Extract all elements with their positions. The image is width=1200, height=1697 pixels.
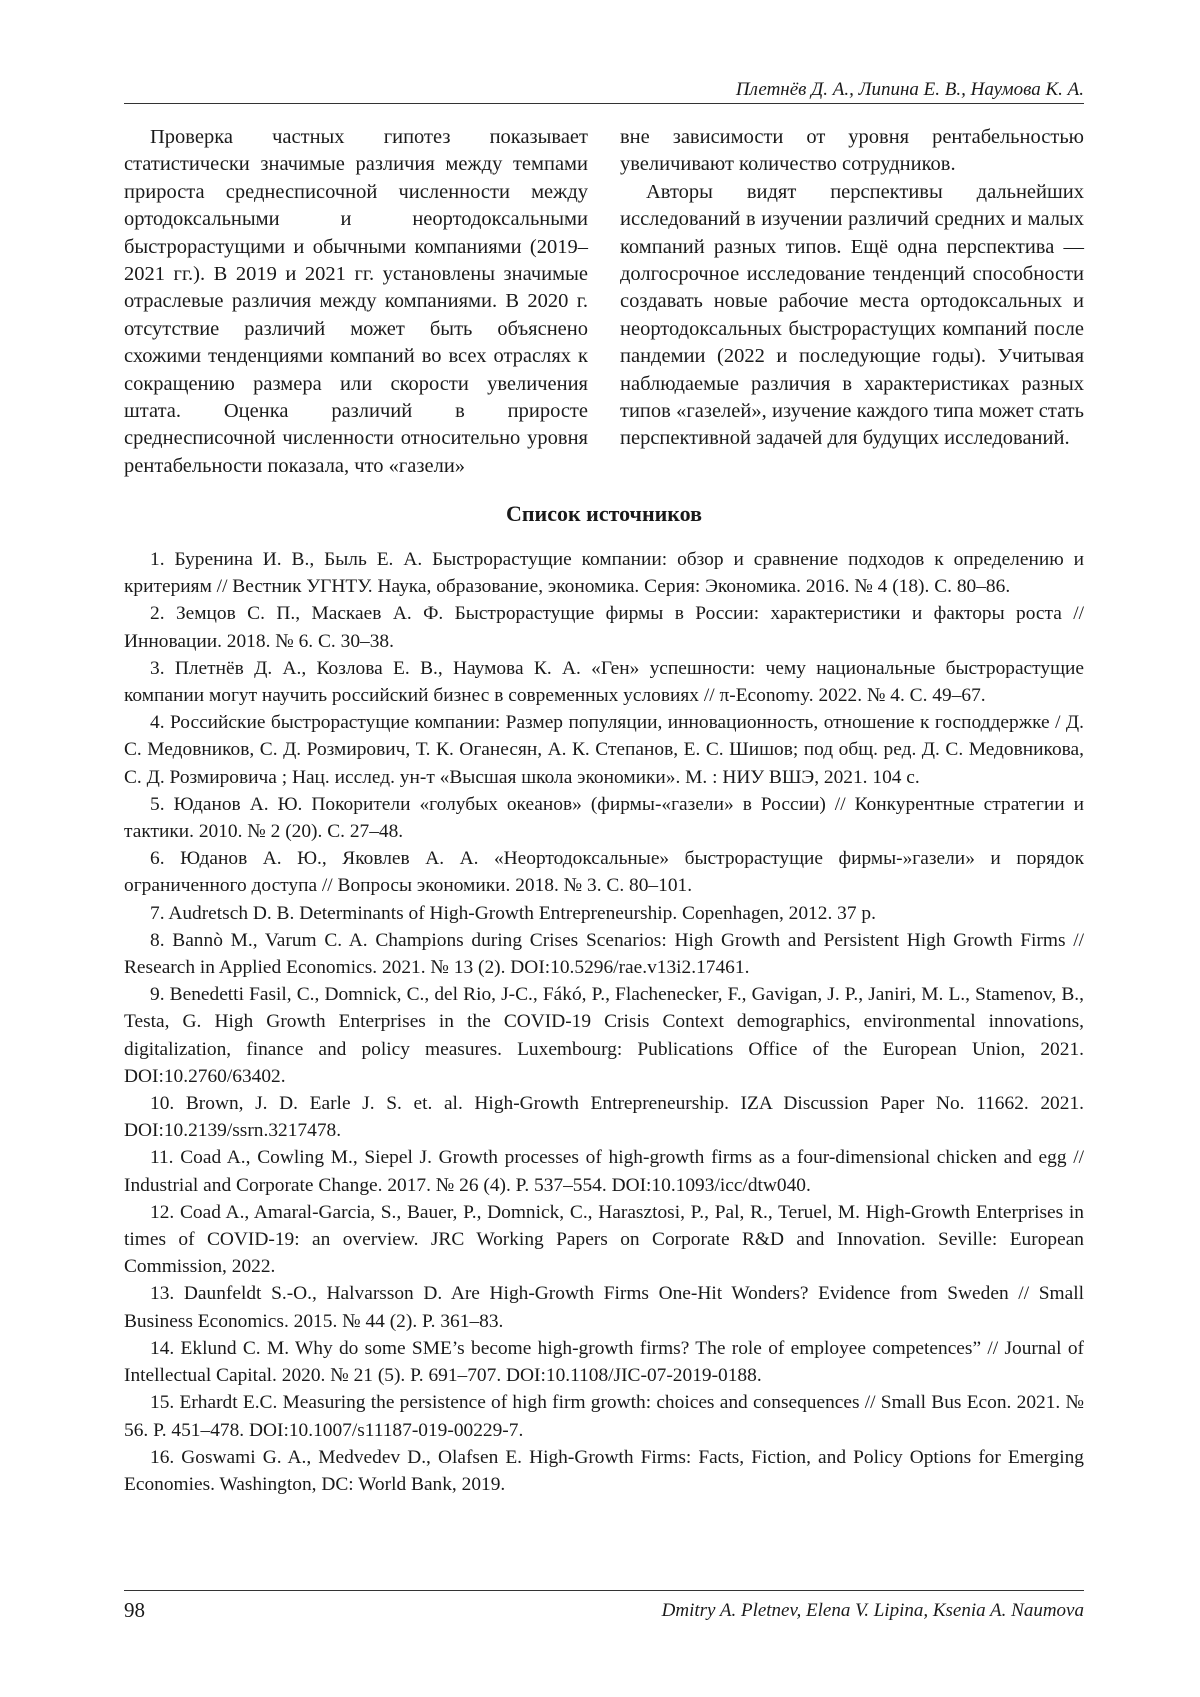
reference-item: 15. Erhardt E.C. Measuring the persistence of high firm growth: choices and consequences // Small Bus Econ. 2021. № 56. P. 451–478. DOI:10.1007/s11187-019-00229-7.	[124, 1392, 1084, 1441]
references-heading: Список источников	[505, 501, 703, 526]
reference-item: 9. Benedetti Fasil, C., Domnick, C., del Rio, J-C., Fákó, P., Flachenecker, F., Gavigan, J. P., Janiri, M. L., Stamenov, B., Testa, G. High Growth Enterprises in the COVID-19 Crisis Context demographics, environmental innovations, digitalization, finance and policy measures. Luxembourg: Publications Office of the European Union, 2021. DOI:10.2760/63402.	[124, 984, 1084, 1087]
footer-rule	[124, 1590, 1084, 1591]
reference-item: 3. Плетнёв Д. А., Козлова Е. В., Наумова К. А. «Ген» успешности: чему национальные быстрорастущие компании могут научить российский бизнес в современных условиях // π-Economy. 2022. № 4. С. 49–67.	[124, 657, 1084, 707]
references-list	[124, 546, 1084, 1498]
reference-item: 13. Daunfeldt S.-O., Halvarsson D. Are High-Growth Firms One-Hit Wonders? Evidence from Sweden // Small Business Economics. 2015. № 44 (2). P. 361–83.	[124, 1283, 1084, 1332]
header-rule	[124, 103, 1084, 104]
running-footer-authors: Dmitry A. Pletnev, Elena V. Lipina, Ksenia A. Naumova	[661, 1600, 1084, 1621]
reference-item: 4. Российские быстрорастущие компании: Размер популяции, инновационность, отношение к господдержке / Д. С. Медовников, С. Д. Розмирович, Т. К. Оганесян, А. К. Степанов, Е. С. Шишов; под общ. ред. Д. С. Медовникова, С. Д. Розмировича ; Нац. исслед. ун-т «Высшая школа экономики». М. : НИУ ВШЭ, 2021. 104 с.	[124, 712, 1084, 788]
running-header-authors: Плетнёв Д. А., Липина Е. В., Наумова К. А.	[735, 79, 1084, 100]
conclusion-paragraph-continuation: вне зависимости от уровня рентабельностью увеличивают количество сотрудников.	[620, 126, 1084, 176]
body-columns	[124, 124, 1084, 480]
left-column	[124, 124, 588, 480]
reference-item: 11. Coad A., Cowling M., Siepel J. Growth processes of high-growth firms as a four-dimensional chicken and egg // Industrial and Corporate Change. 2017. № 26 (4). P. 537–554. DOI:10.1093/icc/dtw040.	[124, 1147, 1084, 1196]
reference-item: 5. Юданов А. Ю. Покорители «голубых океанов» (фирмы-«газели» в России) // Конкурентные стратегии и тактики. 2010. № 2 (20). С. 27–48.	[124, 793, 1084, 843]
right-column	[620, 124, 1084, 480]
reference-item: 10. Brown, J. D. Earle J. S. et. al. High-Growth Entrepreneurship. IZA Discussion Paper No. 11662. 2021. DOI:10.2139/ssrn.3217478.	[124, 1093, 1084, 1142]
conclusion-paragraph-1: Проверка частных гипотез показывает статистически значимые различия между темпами прироста среднесписочной численности между ортодоксальными и неортодоксальными быстрорастущими и обычными компаниями (2019–2021 гг.). В 2019 и 2021 гг. установлены значимые отраслевые различия между компаниями. В 2020 г. отсутствие различий может быть объяснено схожими тенденциями компаний во всех отраслях к сокращению размера или скорости увеличения штата. Оценка различий в приросте среднесписочной численности относительно уровня рентабельности показала, что «газели»	[124, 126, 588, 477]
reference-item: 16. Goswami G. A., Medvedev D., Olafsen E. High-Growth Firms: Facts, Fiction, and Policy Options for Emerging Economies. Washington, DC: World Bank, 2019.	[124, 1446, 1084, 1495]
reference-item: 14. Eklund C. M. Why do some SME’s become high-growth firms? The role of employee competences” // Journal of Intellectual Capital. 2020. № 21 (5). P. 691–707. DOI:10.1108/JIC-07-2019-0188.	[124, 1337, 1084, 1387]
reference-item: 2. Земцов С. П., Маскаев А. Ф. Быстрорастущие фирмы в России: характеристики и факторы роста // Инновации. 2018. № 6. С. 30–38.	[124, 603, 1084, 652]
reference-item: 8. Bannò M., Varum C. A. Champions during Crises Scenarios: High Growth and Persistent High Growth Firms // Research in Applied Economics. 2021. № 13 (2). DOI:10.5296/rae.v13i2.17461.	[124, 929, 1084, 979]
reference-item: 12. Coad A., Amaral-Garcia, S., Bauer, P., Domnick, C., Harasztosi, P., Pal, R., Teruel, M. High-Growth Enterprises in times of COVID-19: an overview. JRC Working Papers on Corporate R&D and Innovation. Seville: European Commission, 2022.	[124, 1201, 1084, 1278]
reference-item: 7. Audretsch D. B. Determinants of High-Growth Entrepreneurship. Copenhagen, 2012. 37 p.	[150, 902, 876, 924]
conclusion-paragraph-2: Авторы видят перспективы дальнейших исследований в изучении различий средних и малых компаний разных типов. Ещё одна перспектива — долгосрочное исследование тенденций способности создавать новые рабочие места ортодоксальных и неортодоксальных быстрорастущих компаний после пандемии (2022 и последующие годы). Учитывая наблюдаемые различия в характеристиках разных типов «газелей», изучение каждого типа может стать перспективной задачей для будущих исследований.	[620, 180, 1084, 450]
reference-item: 6. Юданов А. Ю., Яковлев А. А. «Неортодоксальные» быстрорастущие фирмы-»газели» и порядок ограниченного доступа // Вопросы экономики. 2018. № 3. С. 80–101.	[124, 848, 1084, 897]
page-number: 98	[124, 1598, 145, 1622]
reference-item: 1. Буренина И. В., Быль Е. А. Быстрорастущие компании: обзор и сравнение подходов к определению и критериям // Вестник УГНТУ. Наука, образование, экономика. Серия: Экономика. 2016. № 4 (18). С. 80–86.	[124, 549, 1084, 598]
